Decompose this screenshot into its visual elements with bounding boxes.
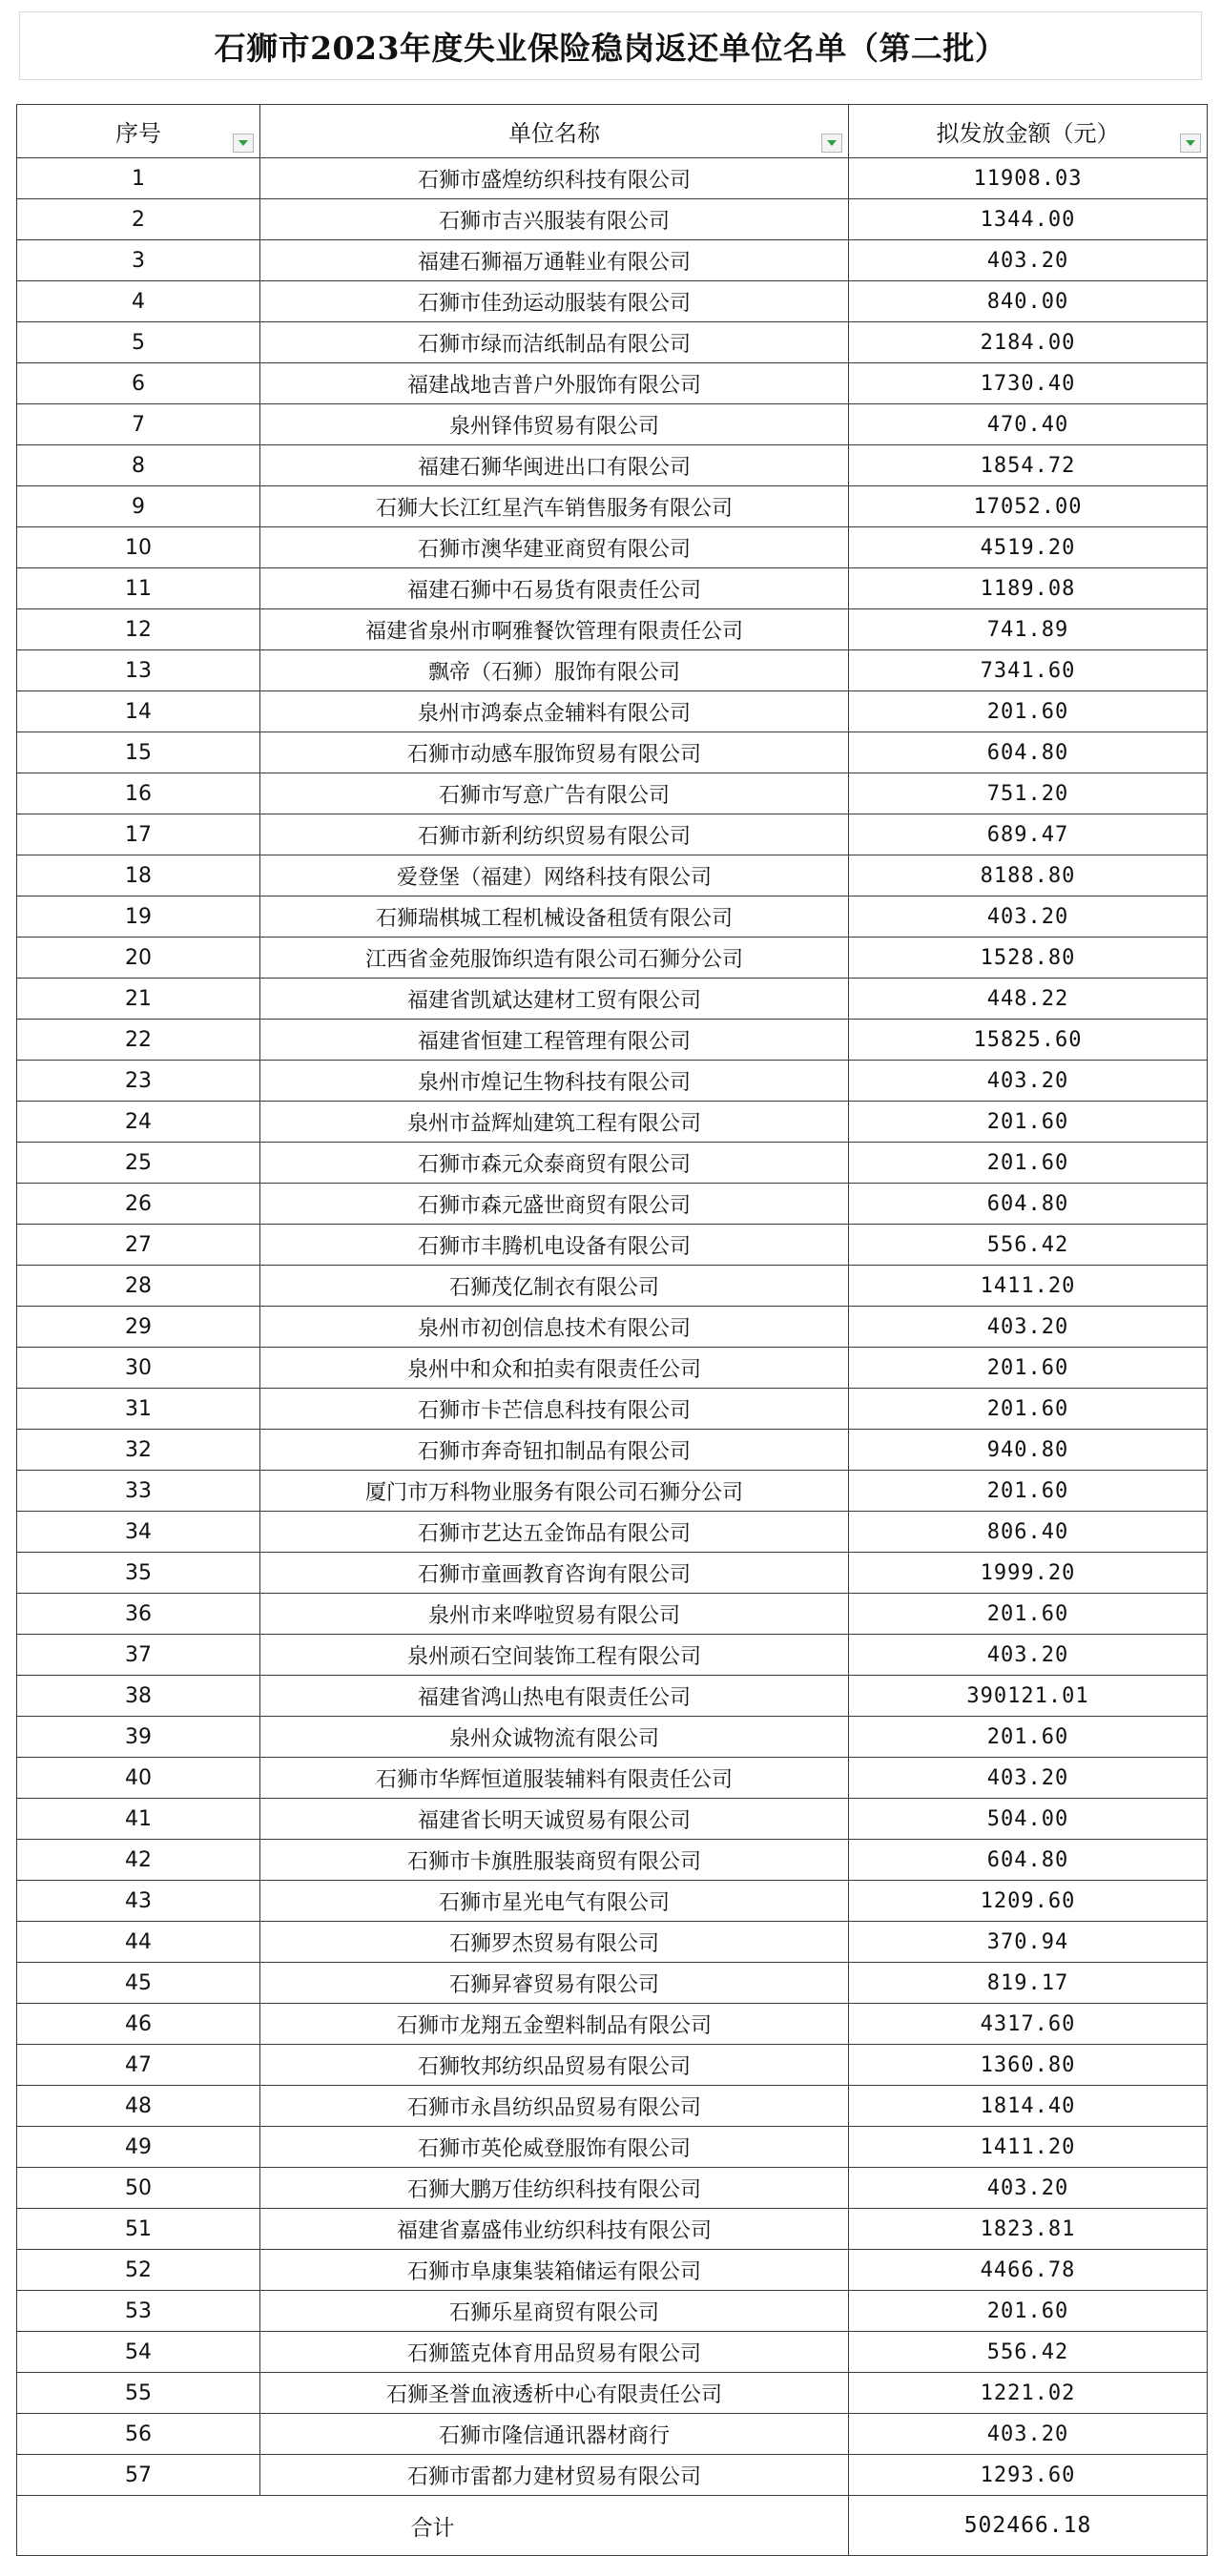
row-amount-cell: 840.00 [849,281,1208,322]
row-amount-cell: 604.80 [849,1184,1208,1225]
table-row [17,938,1208,979]
table-row [17,855,1208,896]
row-index-cell: 31 [17,1389,260,1430]
row-index-cell: 35 [17,1553,260,1594]
row-amount-cell: 7341.60 [849,650,1208,691]
row-index-cell: 30 [17,1348,260,1389]
table-row [17,773,1208,814]
row-amount-cell: 806.40 [849,1512,1208,1553]
row-index-cell: 5 [17,322,260,363]
table-body [17,158,1208,2496]
table-row [17,1963,1208,2004]
table-row [17,896,1208,938]
row-company-cell: 厦门市万科物业服务有限公司石狮分公司 [260,1471,849,1512]
table-row [17,2004,1208,2045]
row-amount-cell: 741.89 [849,609,1208,650]
unit-list-table [16,104,1208,2556]
filter-dropdown-amount[interactable] [1180,134,1201,153]
row-amount-cell: 1189.08 [849,568,1208,609]
row-amount-cell: 1293.60 [849,2455,1208,2496]
row-index-cell: 44 [17,1922,260,1963]
row-company-cell: 石狮乐星商贸有限公司 [260,2291,849,2332]
row-index-cell: 17 [17,814,260,855]
row-amount-cell: 201.60 [849,1143,1208,1184]
row-amount-cell: 403.20 [849,2168,1208,2209]
row-amount-cell: 403.20 [849,1758,1208,1799]
table-row [17,1553,1208,1594]
row-amount-cell: 1528.80 [849,938,1208,979]
row-company-cell: 石狮茂亿制衣有限公司 [260,1266,849,1307]
row-index-cell: 24 [17,1102,260,1143]
row-amount-cell: 1411.20 [849,2127,1208,2168]
row-amount-cell: 370.94 [849,1922,1208,1963]
row-amount-cell: 1344.00 [849,199,1208,240]
title-cell [19,11,1202,80]
row-index-cell: 7 [17,404,260,445]
row-company-cell: 泉州市初创信息技术有限公司 [260,1307,849,1348]
table-row [17,2209,1208,2250]
row-index-cell: 52 [17,2250,260,2291]
row-index-cell: 6 [17,363,260,404]
row-index-cell: 33 [17,1471,260,1512]
table-row [17,2455,1208,2496]
row-company-cell: 石狮市阜康集装箱储运有限公司 [260,2250,849,2291]
row-company-cell: 泉州顽石空间装饰工程有限公司 [260,1635,849,1676]
row-company-cell: 福建石狮福万通鞋业有限公司 [260,240,849,281]
table-row [17,158,1208,199]
header-amount-label: 拟发放金额（元） [936,120,1120,147]
row-amount-cell: 504.00 [849,1799,1208,1840]
row-index-cell: 57 [17,2455,260,2496]
row-company-cell: 福建省长明天诚贸易有限公司 [260,1799,849,1840]
row-company-cell: 石狮市新利纺织贸易有限公司 [260,814,849,855]
table-row [17,1348,1208,1389]
row-company-cell: 石狮市澳华建亚商贸有限公司 [260,527,849,568]
row-index-cell: 8 [17,445,260,486]
row-amount-cell: 201.60 [849,1389,1208,1430]
row-index-cell: 3 [17,240,260,281]
header-index-label: 序号 [115,120,161,147]
table-row [17,322,1208,363]
row-index-cell: 4 [17,281,260,322]
table-row [17,691,1208,732]
row-index-cell: 43 [17,1881,260,1922]
row-amount-cell: 403.20 [849,2414,1208,2455]
row-company-cell: 福建省凯斌达建材工贸有限公司 [260,979,849,1020]
row-index-cell: 29 [17,1307,260,1348]
row-amount-cell: 201.60 [849,1594,1208,1635]
row-company-cell: 石狮市丰腾机电设备有限公司 [260,1225,849,1266]
row-amount-cell: 751.20 [849,773,1208,814]
header-cell-amount [849,105,1208,158]
row-amount-cell: 2184.00 [849,322,1208,363]
row-company-cell: 福建省恒建工程管理有限公司 [260,1020,849,1061]
row-index-cell: 55 [17,2373,260,2414]
row-company-cell: 石狮市星光电气有限公司 [260,1881,849,1922]
row-amount-cell: 4317.60 [849,2004,1208,2045]
table-row [17,1676,1208,1717]
row-company-cell: 爱登堡（福建）网络科技有限公司 [260,855,849,896]
table-row [17,2250,1208,2291]
row-amount-cell: 1814.40 [849,2086,1208,2127]
header-cell-company [260,105,849,158]
table-row [17,1061,1208,1102]
table-row [17,240,1208,281]
row-index-cell: 13 [17,650,260,691]
table-row [17,1512,1208,1553]
row-amount-cell: 403.20 [849,1635,1208,1676]
row-amount-cell: 604.80 [849,732,1208,773]
row-index-cell: 16 [17,773,260,814]
table-row [17,2127,1208,2168]
row-index-cell: 23 [17,1061,260,1102]
row-company-cell: 石狮市绿而洁纸制品有限公司 [260,322,849,363]
row-index-cell: 42 [17,1840,260,1881]
row-index-cell: 1 [17,158,260,199]
table-row [17,2168,1208,2209]
table-row [17,1102,1208,1143]
row-amount-cell: 403.20 [849,896,1208,938]
row-index-cell: 27 [17,1225,260,1266]
row-amount-cell: 1209.60 [849,1881,1208,1922]
row-amount-cell: 403.20 [849,1061,1208,1102]
table-row [17,2373,1208,2414]
row-amount-cell: 8188.80 [849,855,1208,896]
table-row [17,363,1208,404]
table-row [17,445,1208,486]
row-index-cell: 50 [17,2168,260,2209]
table-row [17,1266,1208,1307]
row-company-cell: 福建省泉州市啊雅餐饮管理有限责任公司 [260,609,849,650]
row-index-cell: 39 [17,1717,260,1758]
row-amount-cell: 1823.81 [849,2209,1208,2250]
row-company-cell: 泉州市来哗啦贸易有限公司 [260,1594,849,1635]
row-company-cell: 泉州市鸿泰点金辅料有限公司 [260,691,849,732]
row-index-cell: 32 [17,1430,260,1471]
filter-dropdown-index[interactable] [233,134,254,153]
row-index-cell: 25 [17,1143,260,1184]
row-company-cell: 江西省金苑服饰织造有限公司石狮分公司 [260,938,849,979]
row-index-cell: 49 [17,2127,260,2168]
row-amount-cell: 556.42 [849,2332,1208,2373]
table-row [17,527,1208,568]
table-row [17,1184,1208,1225]
table-row [17,281,1208,322]
row-company-cell: 石狮市华辉恒道服装辅料有限责任公司 [260,1758,849,1799]
row-amount-cell: 1730.40 [849,363,1208,404]
row-company-cell: 石狮市盛煌纺织科技有限公司 [260,158,849,199]
row-company-cell: 石狮市童画教育咨询有限公司 [260,1553,849,1594]
row-company-cell: 石狮市英伦威登服饰有限公司 [260,2127,849,2168]
row-index-cell: 48 [17,2086,260,2127]
table-row [17,568,1208,609]
row-amount-cell: 403.20 [849,1307,1208,1348]
table-row [17,1020,1208,1061]
row-company-cell: 泉州铎伟贸易有限公司 [260,404,849,445]
row-company-cell: 石狮市森元众泰商贸有限公司 [260,1143,849,1184]
row-company-cell: 石狮市吉兴服装有限公司 [260,199,849,240]
row-index-cell: 20 [17,938,260,979]
row-index-cell: 22 [17,1020,260,1061]
row-company-cell: 石狮市永昌纺织品贸易有限公司 [260,2086,849,2127]
row-index-cell: 11 [17,568,260,609]
table-row [17,1799,1208,1840]
row-company-cell: 石狮市佳劲运动服装有限公司 [260,281,849,322]
row-company-cell: 石狮市卡旗胜服装商贸有限公司 [260,1840,849,1881]
row-index-cell: 47 [17,2045,260,2086]
row-company-cell: 福建石狮中石易货有限责任公司 [260,568,849,609]
row-company-cell: 石狮篮克体育用品贸易有限公司 [260,2332,849,2373]
table-row [17,979,1208,1020]
table-row [17,1225,1208,1266]
row-amount-cell: 201.60 [849,1102,1208,1143]
header-company-label: 单位名称 [508,120,600,147]
row-amount-cell: 1999.20 [849,1553,1208,1594]
row-company-cell: 石狮牧邦纺织品贸易有限公司 [260,2045,849,2086]
header-row [17,105,1208,158]
total-label-cell: 合计 [17,2496,849,2556]
row-company-cell: 福建战地吉普户外服饰有限公司 [260,363,849,404]
row-amount-cell: 201.60 [849,1717,1208,1758]
row-company-cell: 石狮罗杰贸易有限公司 [260,1922,849,1963]
row-index-cell: 36 [17,1594,260,1635]
row-index-cell: 38 [17,1676,260,1717]
filter-dropdown-company[interactable] [821,134,842,153]
row-company-cell: 石狮市卡芒信息科技有限公司 [260,1389,849,1430]
row-company-cell: 福建石狮华闽进出口有限公司 [260,445,849,486]
table-row [17,2291,1208,2332]
row-company-cell: 石狮市动感车服饰贸易有限公司 [260,732,849,773]
row-company-cell: 泉州市煌记生物科技有限公司 [260,1061,849,1102]
row-index-cell: 19 [17,896,260,938]
row-company-cell: 石狮市奔奇钮扣制品有限公司 [260,1430,849,1471]
table-row [17,1307,1208,1348]
table-row [17,1143,1208,1184]
row-amount-cell: 604.80 [849,1840,1208,1881]
table-row [17,650,1208,691]
row-amount-cell: 4466.78 [849,2250,1208,2291]
row-index-cell: 15 [17,732,260,773]
table-row [17,486,1208,527]
table-row [17,1758,1208,1799]
row-amount-cell: 1411.20 [849,1266,1208,1307]
table-row [17,1922,1208,1963]
total-amount-cell: 502466.18 [849,2496,1208,2556]
filter-arrow-icon [238,139,249,147]
row-index-cell: 18 [17,855,260,896]
row-company-cell: 石狮市艺达五金饰品有限公司 [260,1512,849,1553]
row-company-cell: 石狮大鹏万佳纺织科技有限公司 [260,2168,849,2209]
row-company-cell: 石狮市隆信通讯器材商行 [260,2414,849,2455]
row-index-cell: 10 [17,527,260,568]
row-amount-cell: 1854.72 [849,445,1208,486]
row-index-cell: 46 [17,2004,260,2045]
row-index-cell: 28 [17,1266,260,1307]
row-amount-cell: 11908.03 [849,158,1208,199]
row-amount-cell: 448.22 [849,979,1208,1020]
row-index-cell: 26 [17,1184,260,1225]
table-row [17,2045,1208,2086]
row-company-cell: 飘帝（石狮）服饰有限公司 [260,650,849,691]
table-row [17,2086,1208,2127]
row-amount-cell: 390121.01 [849,1676,1208,1717]
filter-arrow-icon [1185,139,1196,147]
row-amount-cell: 470.40 [849,404,1208,445]
row-index-cell: 37 [17,1635,260,1676]
table-row [17,1881,1208,1922]
row-index-cell: 34 [17,1512,260,1553]
row-amount-cell: 4519.20 [849,527,1208,568]
row-amount-cell: 17052.00 [849,486,1208,527]
row-index-cell: 40 [17,1758,260,1799]
row-company-cell: 泉州市益辉灿建筑工程有限公司 [260,1102,849,1143]
table-row [17,2414,1208,2455]
row-index-cell: 51 [17,2209,260,2250]
row-company-cell: 泉州众诚物流有限公司 [260,1717,849,1758]
header-cell-index [17,105,260,158]
row-company-cell: 福建省鸿山热电有限责任公司 [260,1676,849,1717]
table-row [17,609,1208,650]
table-row [17,1717,1208,1758]
row-company-cell: 石狮昇睿贸易有限公司 [260,1963,849,2004]
page-title: 石狮市2023年度失业保险稳岗返还单位名单（第二批） [214,29,1007,67]
row-index-cell: 53 [17,2291,260,2332]
row-index-cell: 12 [17,609,260,650]
table-row [17,1389,1208,1430]
row-index-cell: 41 [17,1799,260,1840]
row-index-cell: 54 [17,2332,260,2373]
table-row [17,1594,1208,1635]
table-row [17,1840,1208,1881]
row-amount-cell: 1221.02 [849,2373,1208,2414]
row-amount-cell: 1360.80 [849,2045,1208,2086]
table-row [17,199,1208,240]
row-company-cell: 石狮瑞棋城工程机械设备租赁有限公司 [260,896,849,938]
row-index-cell: 2 [17,199,260,240]
row-index-cell: 9 [17,486,260,527]
table-row [17,1471,1208,1512]
row-amount-cell: 201.60 [849,691,1208,732]
row-index-cell: 45 [17,1963,260,2004]
filter-arrow-icon [826,139,838,147]
row-amount-cell: 556.42 [849,1225,1208,1266]
row-amount-cell: 940.80 [849,1430,1208,1471]
table-row [17,1635,1208,1676]
row-company-cell: 石狮圣誉血液透析中心有限责任公司 [260,2373,849,2414]
row-amount-cell: 15825.60 [849,1020,1208,1061]
row-company-cell: 石狮大长江红星汽车销售服务有限公司 [260,486,849,527]
row-index-cell: 14 [17,691,260,732]
total-row [17,2496,1208,2556]
row-index-cell: 21 [17,979,260,1020]
table-row [17,814,1208,855]
table-row [17,732,1208,773]
row-index-cell: 56 [17,2414,260,2455]
row-company-cell: 泉州中和众和拍卖有限责任公司 [260,1348,849,1389]
row-company-cell: 石狮市龙翔五金塑料制品有限公司 [260,2004,849,2045]
row-company-cell: 石狮市雷都力建材贸易有限公司 [260,2455,849,2496]
row-company-cell: 石狮市写意广告有限公司 [260,773,849,814]
row-amount-cell: 689.47 [849,814,1208,855]
row-company-cell: 石狮市森元盛世商贸有限公司 [260,1184,849,1225]
row-amount-cell: 201.60 [849,2291,1208,2332]
table-row [17,1430,1208,1471]
row-amount-cell: 201.60 [849,1471,1208,1512]
table-row [17,404,1208,445]
table-row [17,2332,1208,2373]
row-amount-cell: 403.20 [849,240,1208,281]
row-amount-cell: 201.60 [849,1348,1208,1389]
row-amount-cell: 819.17 [849,1963,1208,2004]
row-company-cell: 福建省嘉盛伟业纺织科技有限公司 [260,2209,849,2250]
